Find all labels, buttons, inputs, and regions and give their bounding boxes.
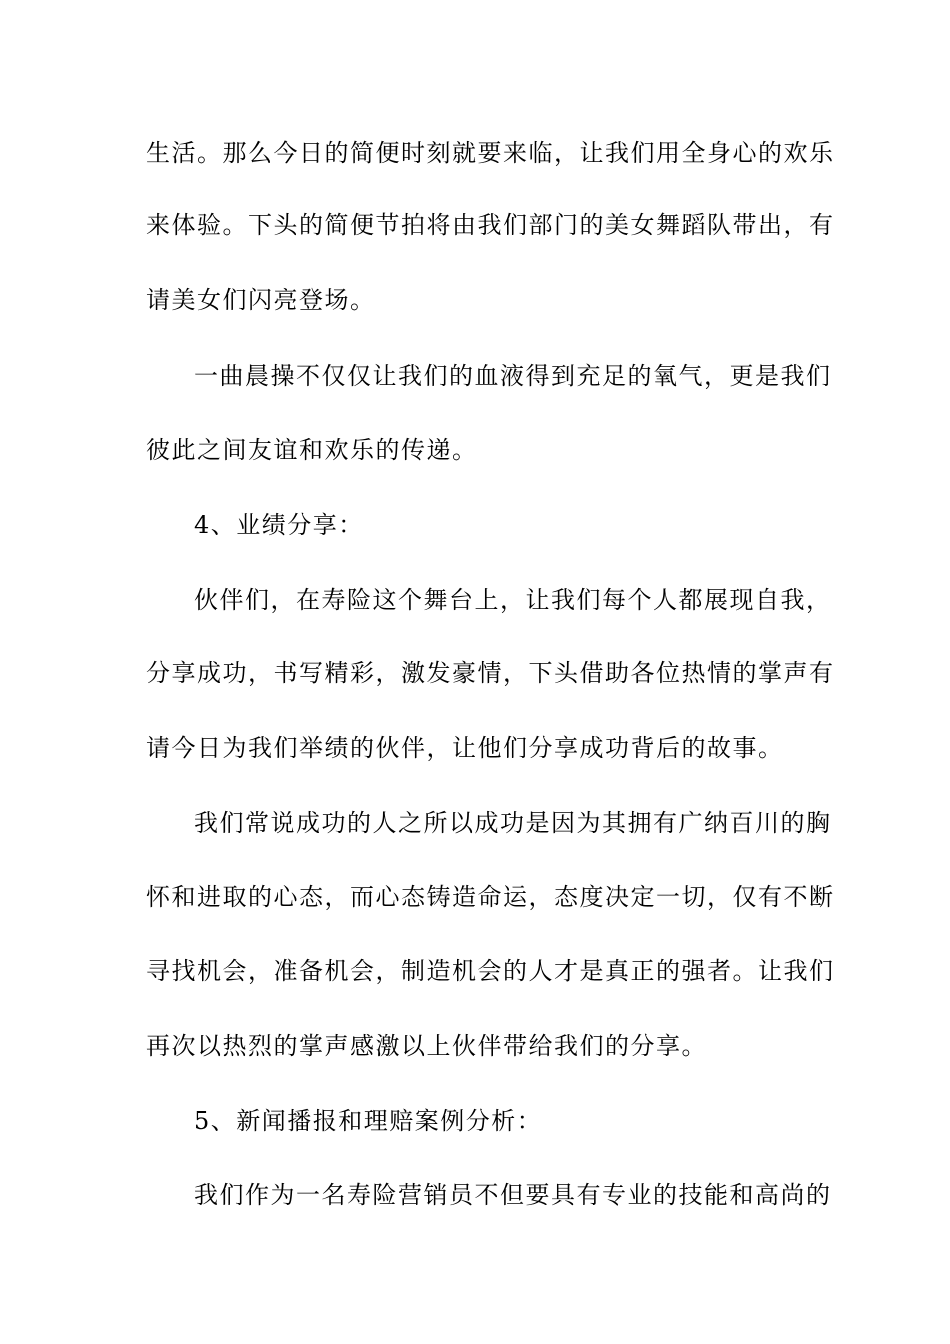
text-line-5: 彼此之间友谊和欢乐的传递。: [146, 436, 478, 464]
text-line-4: 一曲晨操不仅仅让我们的血液得到充足的氧气，更是我们: [194, 362, 832, 390]
text-line-1: 生活。那么今日的简便时刻就要来临，让我们用全身心的欢乐: [146, 139, 835, 167]
text-line-8: 分享成功，书写精彩，激发豪情，下头借助各位热情的掌声有: [146, 659, 835, 687]
text-line-12: 寻找机会，准备机会，制造机会的人才是真正的强者。让我们: [146, 957, 835, 985]
section-heading-5: 5、新闻播报和理赔案例分析：: [194, 1107, 543, 1135]
text-line-11: 怀和进取的心态，而心态铸造命运，态度决定一切，仅有不断: [146, 883, 835, 911]
text-line-10: 我们常说成功的人之所以成功是因为其拥有广纳百川的胸: [194, 809, 832, 837]
text-line-15: 我们作为一名寿险营销员不但要具有专业的技能和高尚的: [194, 1181, 832, 1209]
text-line-2: 来体验。下头的简便节拍将由我们部门的美女舞蹈队带出，有: [146, 211, 835, 239]
text-line-3: 请美女们闪亮登场。: [146, 286, 376, 314]
text-line-13: 再次以热烈的掌声感激以上伙伴带给我们的分享。: [146, 1032, 707, 1060]
text-line-9: 请今日为我们举绩的伙伴，让他们分享成功背后的故事。: [146, 734, 784, 762]
text-line-7: 伙伴们，在寿险这个舞台上，让我们每个人都展现自我，: [194, 586, 832, 614]
section-heading-4: 4、业绩分享：: [194, 511, 364, 539]
